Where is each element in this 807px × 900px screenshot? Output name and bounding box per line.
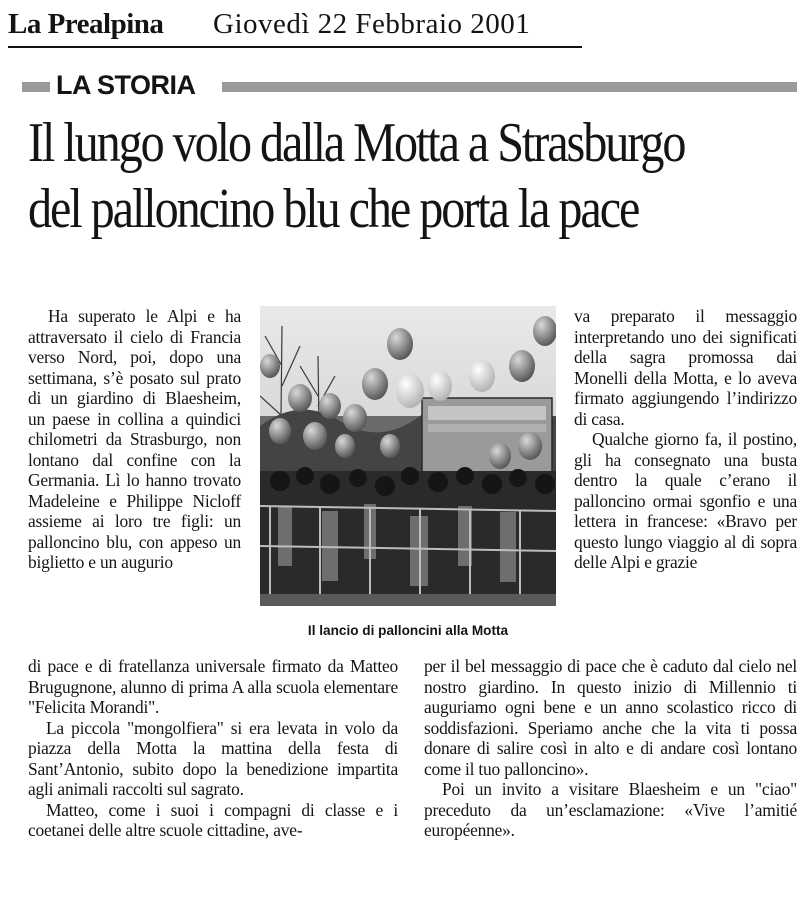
masthead <box>8 6 582 48</box>
section-bar-left <box>22 82 50 92</box>
section-header <box>22 70 797 102</box>
article-paragraph: Matteo, come i suoi i compagni di classe e i coetanei delle altre scuole cittadine, ave- <box>28 799 398 840</box>
article-paragraph: di pace e di fratellanza universale firmato da Matteo Brugugnone, alunno di prima A alla scuola elementare "Felicita Morandi". <box>28 656 398 717</box>
article-headline <box>28 110 802 242</box>
article-paragraph: Ha superato le Alpi e ha attraversato il cielo di Francia verso Nord, poi, dopo una settimana, s’è posato sul prato di un giardino di Blaesheim, un paese in collina a quindici chilometri da Strasburgo, non lontano dal confine con la Germania. Lì lo hanno trovato Madeleine e Philippe Nicloff assieme ai loro tre figli: un palloncino blu, con appeso un biglietto e un augurio <box>28 306 241 572</box>
photo-balloon-launch-icon <box>260 306 556 606</box>
article-column-1 <box>28 306 241 573</box>
headline-line-1: Il lungo volo dalla Motta a Strasburgo <box>28 112 685 174</box>
article-paragraph: per il bel messaggio di pace che è caduto dal cielo nel nostro giardino. In questo inizio di Millennio ti auguriamo ogni bene e un anno scolastico ricco di soddisfazioni. Speriamo anche che la vita ti possa donare di salire così in alto e di andare così lontano come il tuo palloncino». <box>424 656 797 779</box>
headline-line-2: del palloncino blu che porta la pace <box>28 178 639 240</box>
section-kicker: LA STORIA <box>56 70 196 100</box>
photo-illustration <box>260 306 556 606</box>
article-paragraph: va preparato il messaggio interpretando uno dei significati della sagra promossa dai Monelli della Motta, e lo aveva firmato aggiungendo l’indirizzo di casa. <box>574 306 797 429</box>
photo-caption: Il lancio di palloncini alla Motta <box>307 623 509 638</box>
article-bottom-right <box>424 656 797 841</box>
section-bar-right <box>222 82 797 92</box>
article-paragraph: Poi un invito a visitare Blaesheim e un "ciao" preceduto da un’esclamazione: «Vive l’amitié européenne». <box>424 779 797 840</box>
article-paragraph: Qualche giorno fa, il postino, gli ha consegnato una busta dentro la quale c’erano il palloncino ormai sgonfio e una lettera in francese: «Bravo per questo lungo viaggio al di sopra delle Alpi e grazie <box>574 429 797 572</box>
issue-date: Giovedì 22 Febbraio 2001 <box>213 8 531 40</box>
article-column-3 <box>574 306 797 573</box>
newspaper-name: La Prealpina <box>8 8 164 40</box>
article-bottom-left <box>28 656 398 841</box>
article-paragraph: La piccola "mongolfiera" si era levata in volo da piazza della Motta la mattina della festa di Sant’Antonio, subito dopo la benedizione impartita agli animali raccolti sul sagrato. <box>28 717 398 799</box>
